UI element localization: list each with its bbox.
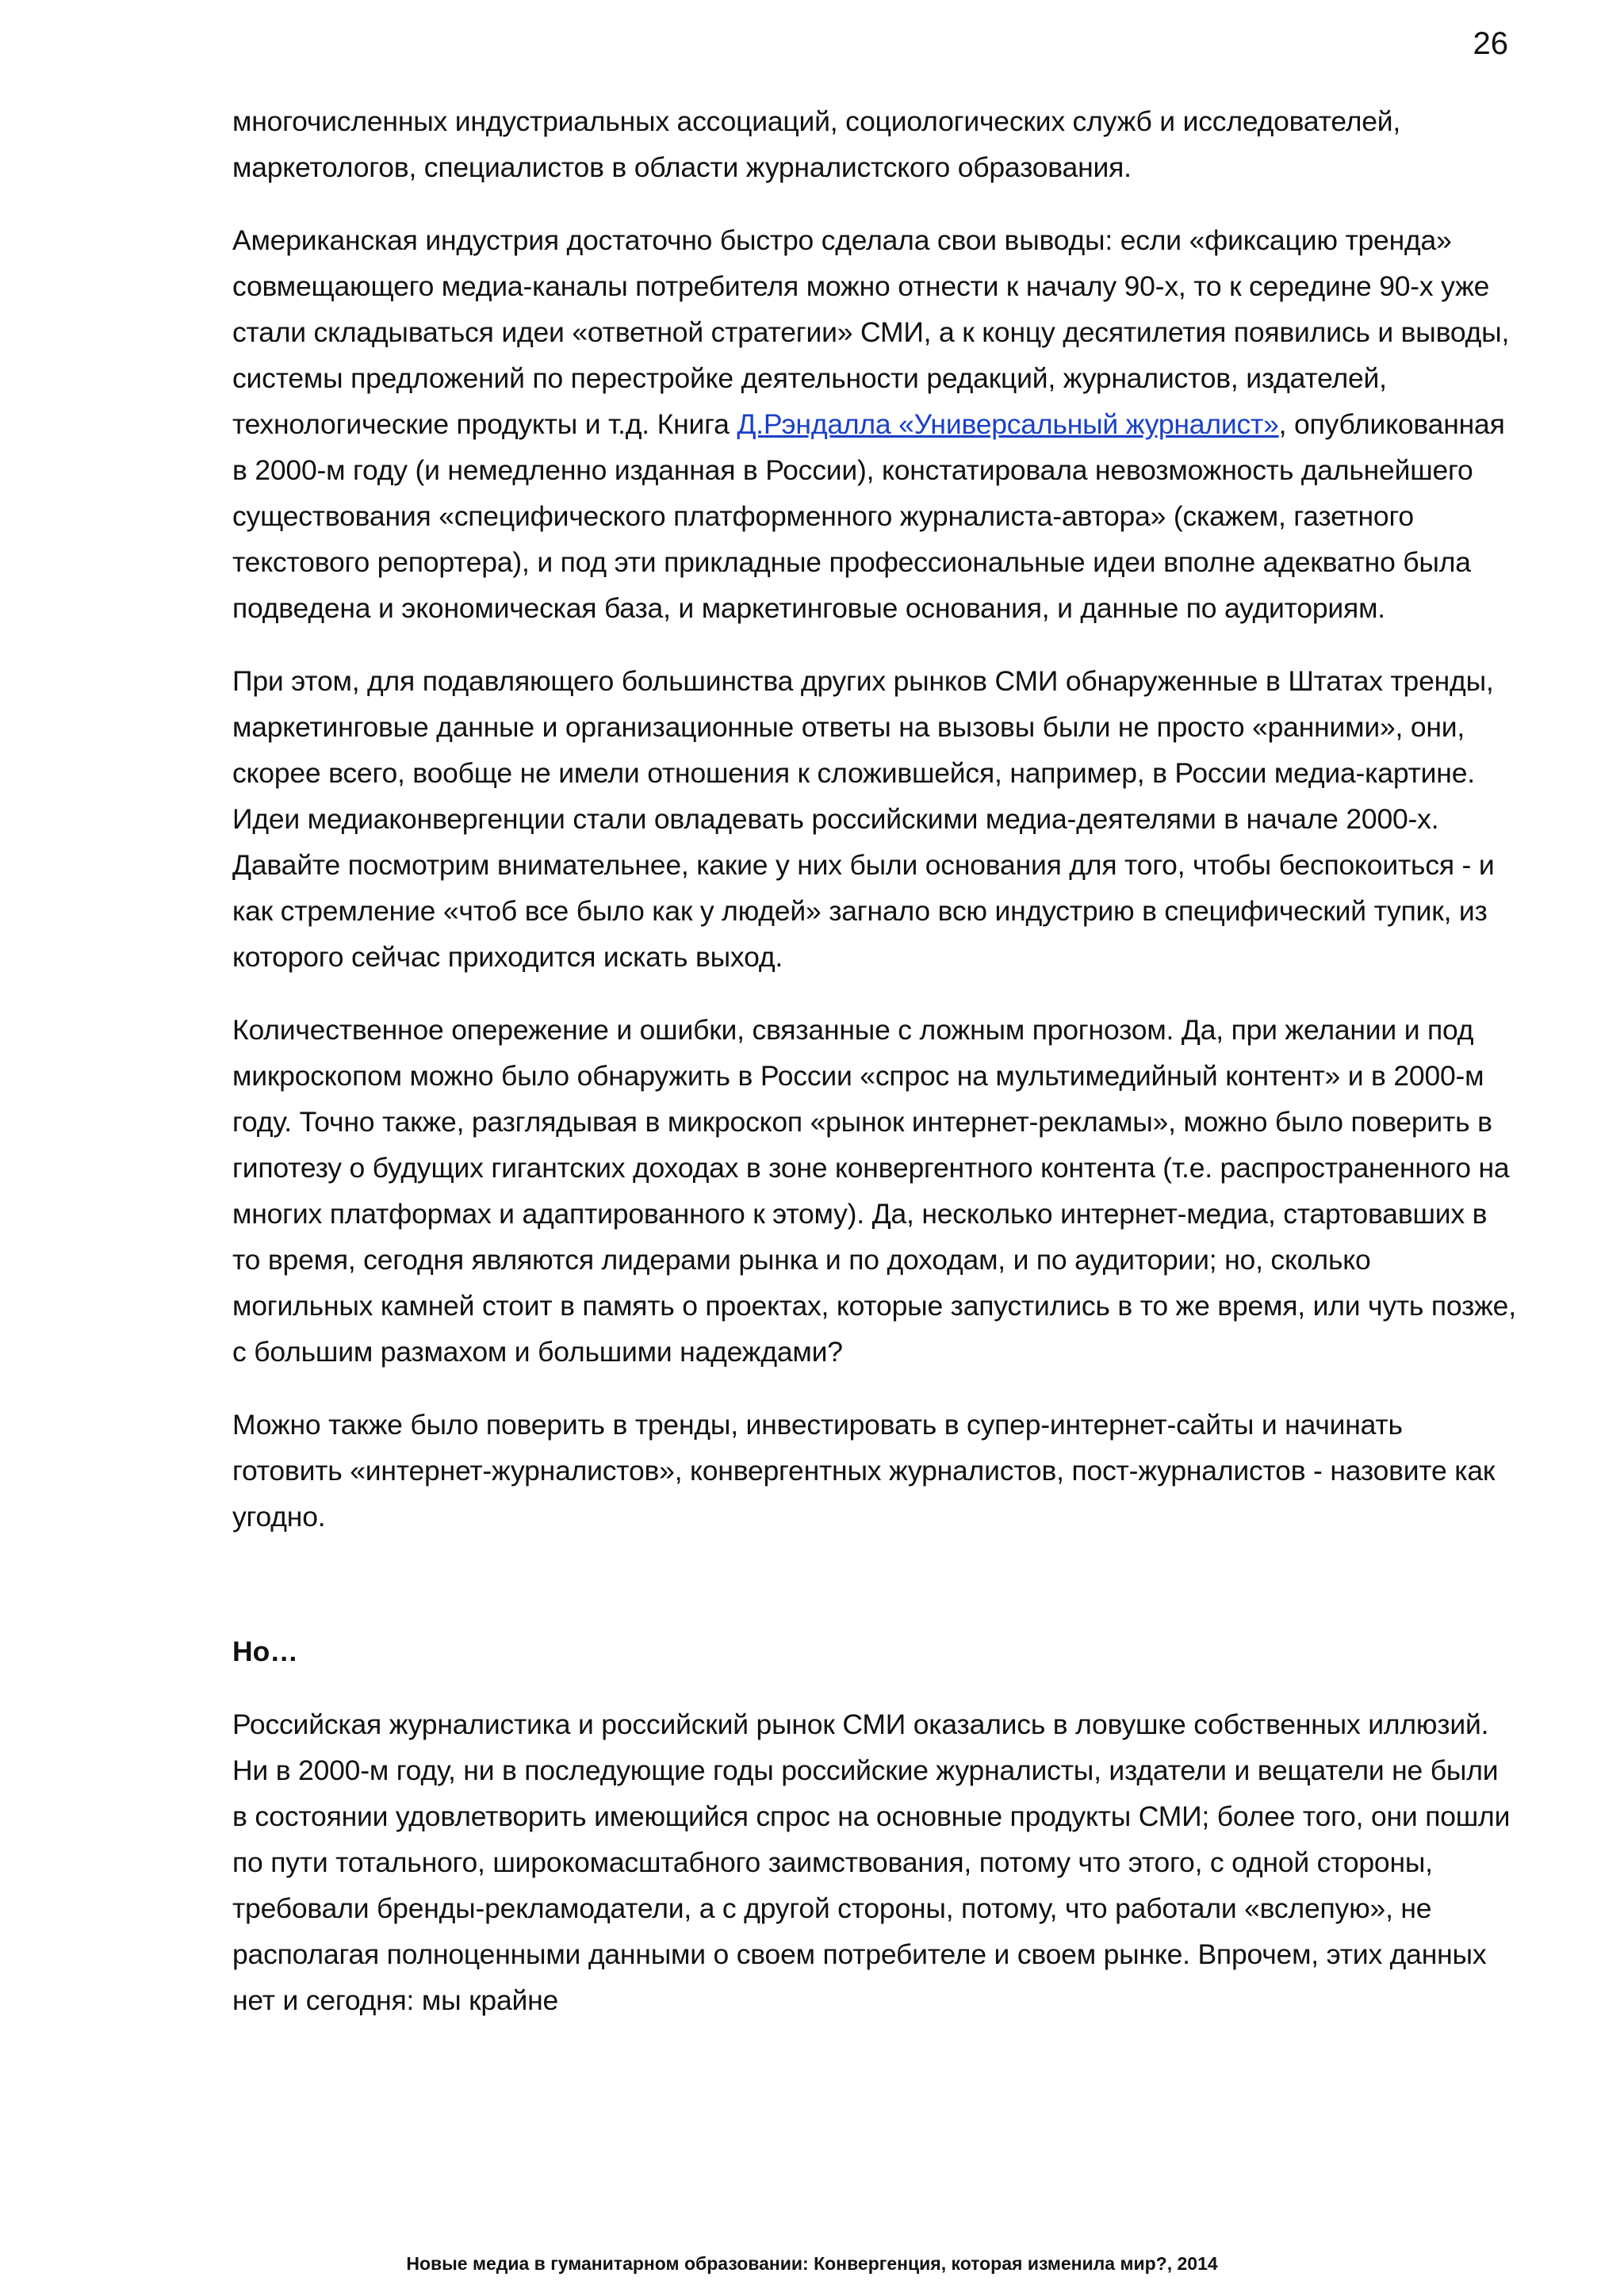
- paragraph-2-text-before-link: Американская индустрия достаточно быстро сделала свои выводы: если «фиксацию тренда» совмещающего медиа-каналы потребителя можно отнести к началу 90-х, то к середине 90-х уже стали складываться идеи «ответной стратегии» СМИ, а к концу десятилетия появились и выводы, системы предложений по перестройке деятельности редакций, журналистов, издателей, технологические продукты и т.д. Книга: [232, 224, 1510, 440]
- paragraph-2: [232, 217, 1517, 631]
- randall-book-link[interactable]: Д.Рэндалла «Универсальный журналист»: [737, 408, 1279, 440]
- section-heading: Но…: [232, 1636, 298, 1667]
- paragraph-3: При этом, для подавляющего большинства других рынков СМИ обнаруженные в Штатах тренды, маркетинговые данные и организационные ответы на вызовы были не просто «ранними», они, скорее всего, вообще не имели отношения к сложившейся, например, в России медиа-картине. Идеи медиаконвергенции стали овладевать российскими медиа-деятелями в начале 2000-х. Давайте посмотрим внимательнее, какие у них были основания для того, чтобы беспокоиться - и как стремление «чтоб все было как у людей» загнало всю индустрию в специфический тупик, из которого сейчас приходится искать выход.: [232, 665, 1495, 973]
- paragraph-1: многочисленных индустриальных ассоциаций, социологических служб и исследователей, маркетологов, специалистов в области журналистского образования.: [232, 105, 1401, 183]
- paragraph-4: Количественное опережение и ошибки, связанные с ложным прогнозом. Да, при желании и под микроскопом можно было обнаружить в России «спрос на мультимедийный контент» и в 2000-м году. Точно также, разглядывая в микроскоп «рынок интернет-рекламы», можно было поверить в гипотезу о будущих гигантских доходах в зоне конвергентного контента (т.е. распространенного на многих платформах и адаптированного к этому). Да, несколько интернет-медиа, стартовавших в то время, сегодня являются лидерами рынка и по доходам, и по аудитории; но, сколько могильных камней стоит в память о проектах, которые запустились в то же время, или чуть позже, с большим размахом и большими надеждами?: [232, 1014, 1516, 1368]
- paragraph-5: Можно также было поверить в тренды, инвестировать в супер-интернет-сайты и начинать готовить «интернет-журналистов», конвергентных журналистов, пост-журналистов - назовите как угодно.: [232, 1409, 1496, 1533]
- paragraph-2-text-after-link: , опубликованная в 2000-м году (и немедленно изданная в России), констатировала невозможность дальнейшего существования «специфического платформенного журналиста-автора» (скажем, газетного текстового репортера), и под эти прикладные профессиональные идеи вполне адекватно была подведена и экономическая база, и маркетинговые основания, и данные по аудиториям.: [232, 408, 1505, 624]
- page-footer: Новые медиа в гуманитарном образовании: Конвергенция, которая изменила мир?, 2014: [406, 2253, 1218, 2274]
- paragraph-6: Российская журналистика и российский рынок СМИ оказались в ловушке собственных иллюзий. Ни в 2000-м году, ни в последующие годы российские журналисты, издатели и вещатели не были в состоянии удовлетворить имеющийся спрос на основные продукты СМИ; более того, они пошли по пути тотального, широкомасштабного заимствования, потому что этого, с одной стороны, требовали бренды-рекламодатели, а с другой стороны, потому, что работали «вслепую», не располагая полноценными данными о своем потребителе и своем рынке. Впрочем, этих данных нет и сегодня: мы крайне: [232, 1709, 1511, 2016]
- document-body: [232, 98, 1517, 2050]
- page-number: 26: [1473, 26, 1508, 61]
